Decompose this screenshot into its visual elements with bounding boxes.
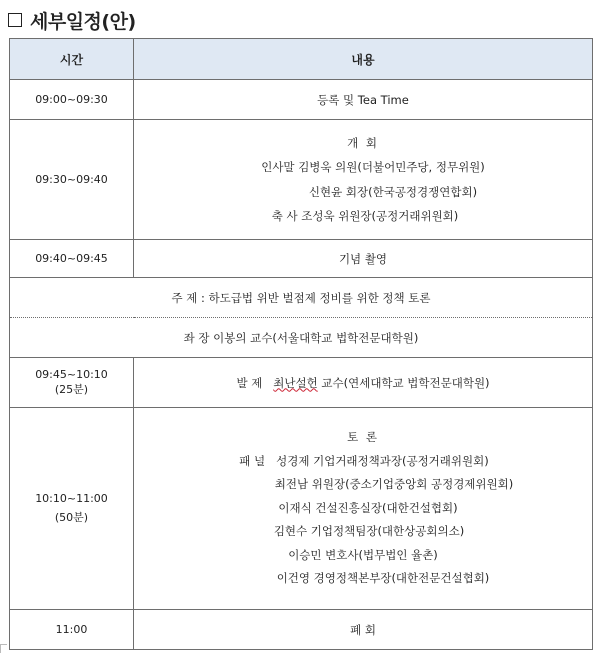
chair-cell: 좌 장 이봉의 교수(서울대학교 법학전문대학원) [10,318,593,358]
content-cell [134,358,593,408]
panelist: 성경제 기업거래정책과장(공정거래위원회) [276,453,489,468]
panel-line [134,450,592,474]
presentation-label: 발 제 [236,375,263,390]
panelist: 이건영 경영정책본부장(대한전문건설협회) [276,571,490,586]
section-title [8,6,136,34]
section-title-text: 세부일정(안) [30,10,136,33]
content-cell [134,120,593,240]
theme-cell: 주 제 : 하도급법 위반 벌점제 정비를 위한 정책 토론 [10,278,593,318]
opening-line: 축 사 조성욱 위원장(공정거래위원회) [271,209,459,223]
panelist: 이재식 건설진흥실장(대한건설협회) [278,500,458,515]
discussion-heading: 토 론 [347,430,379,445]
panelist: 이승민 변호사(법무법인 율촌) [288,547,438,562]
duration: (50분) [54,511,89,524]
time-cell: 09:40~09:45 [10,240,134,278]
time-cell: 09:30~09:40 [10,120,134,240]
table-row [10,610,593,650]
presenter-name: 최난설헌 [273,375,318,390]
panelist: 김현수 기업정책팀장(대한상공회의소) [273,524,465,539]
table-row [10,318,593,358]
header-row [10,39,593,80]
table-row [10,240,593,278]
panel-label: 패 널 [239,453,266,468]
empty-square-icon [8,13,22,27]
content-cell [134,408,593,610]
content-cell: 등록 및 Tea Time [134,80,593,120]
table-row [10,80,593,120]
opening-line: 신현윤 회장(한국공정경쟁연합회) [308,184,478,199]
content-cell: 기념 촬영 [134,240,593,278]
time-cell: 09:00~09:30 [10,80,134,120]
header-content: 내용 [134,39,593,80]
time-cell [10,408,134,610]
content-cell: 폐 회 [134,610,593,650]
presenter-affiliation: 교수(연세대학교 법학전문대학원) [321,375,490,390]
schedule-table [9,38,593,650]
duration: (25분) [54,383,89,396]
table-row [10,358,593,408]
time-cell: 11:00 [10,610,134,650]
header-time: 시간 [10,39,134,80]
panelist: 최전남 위원장(중소기업중앙회 공정경제위원회) [274,477,514,492]
opening-heading: 개 회 [347,135,379,150]
opening-line: 인사말 김병욱 의원(더불어민주당, 정무위원) [261,160,485,174]
time-range: 09:45~10:10 [35,368,108,381]
table-row [10,278,593,318]
table-row [10,120,593,240]
time-cell [10,358,134,408]
time-range: 10:10~11:00 [35,492,108,505]
table-row [10,408,593,610]
